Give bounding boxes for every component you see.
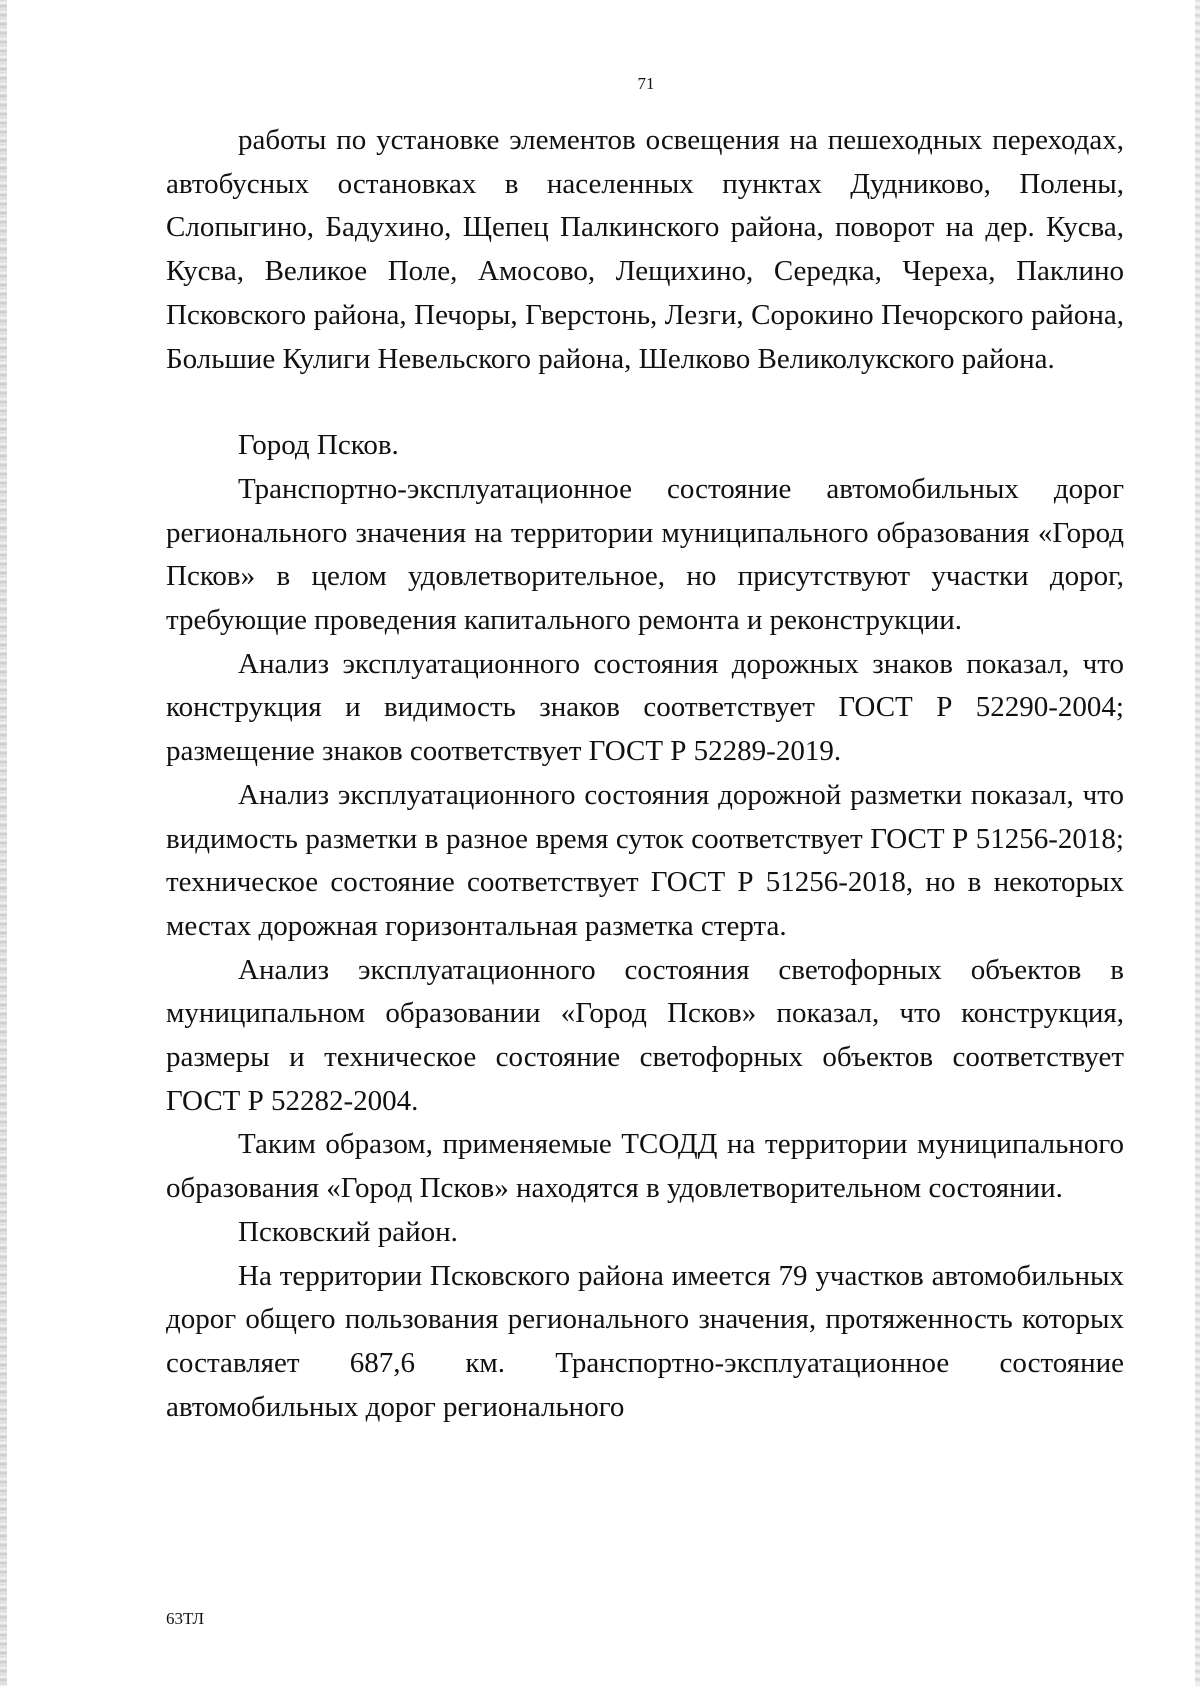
paragraph-road-signs: Анализ эксплуатационного состояния дорожных знаков показал, что конструкция и видимость знаков соответствует ГОСТ Р 52290-2004; размещение знаков соответствует ГОСТ Р 52289-2019. [166, 647, 1124, 768]
paragraph-road-condition: Транспортно-эксплуатационное состояние автомобильных дорог регионального значения на территории муниципального образования «Город Псков» в целом удовлетворительное, но присутствуют участки дорог, требующие проведения капитального ремонта и реконструкции. [166, 472, 1124, 637]
page-number: 71 [637, 74, 655, 93]
paragraph-district-roads: На территории Псковского района имеется 79 участков автомобильных дорог общего пользования регионального значения, протяженность которых составляет 687,6 км. Транспортно-эксплуатационное состояние автомобильных дорог регионального [166, 1259, 1124, 1423]
paragraph-traffic-lights: Анализ эксплуатационного состояния светофорных объектов в муниципальном образовании «Город Псков» показал, что конструкция, размеры и техническое состояние светофорных объектов соответствует ГОСТ Р 52282-2004. [166, 953, 1124, 1117]
section-heading-pskov-district: Псковский район. [238, 1215, 458, 1248]
footer-code: 63ТЛ [166, 1609, 205, 1628]
section-heading-pskov-city: Город Псков. [238, 429, 399, 462]
paragraph-gap [166, 381, 1124, 424]
document-body [166, 119, 1124, 1429]
scan-edge-left [0, 0, 7, 1686]
paragraph-road-markings: Анализ эксплуатационного состояния дорожной разметки показал, что видимость разметки в разное время суток соответствует ГОСТ Р 51256-2018; техническое состояние соответствует ГОСТ Р 51256-2018, но в некоторых местах дорожная горизонтальная разметка стерта. [166, 778, 1124, 942]
paragraph-lighting-works: работы по установке элементов освещения на пешеходных переходах, автобусных остановках в населенных пунктах Дудниково, Полены, Слопыгино, Бадухино, Щепец Палкинского района, поворот на дер. Кусва, Кусва, Великое Поле, Амосово, Лещихино, Середка, Череха, Паклино Псковского района, Печоры, Гверстонь, Лезги, Сорокино Печорского района, Большие Кулиги Невельского района, Шелково Великолукского района. [166, 124, 1124, 375]
scan-edge-right [1195, 0, 1200, 1686]
paragraph-conclusion: Таким образом, применяемые ТСОДД на территории муниципального образования «Город Псков» находятся в удовлетворительном состоянии. [166, 1128, 1124, 1205]
